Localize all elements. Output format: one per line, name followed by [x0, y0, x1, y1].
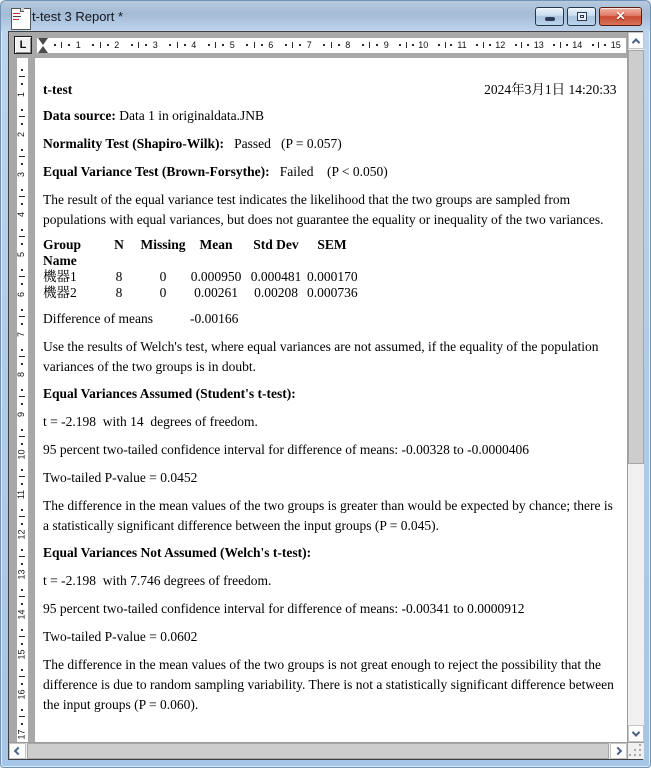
vruler-unit: 6 [17, 264, 28, 304]
hruler-unit: 14 [549, 38, 588, 53]
vruler-unit: 7 [17, 304, 28, 344]
vertical-scrollbar[interactable] [627, 32, 644, 742]
vruler-unit: 13 [17, 544, 28, 584]
table-cell: 8 [115, 285, 123, 300]
vruler-unit: 1 [17, 64, 28, 104]
student-p-line: Two-tailed P-value = 0.0452 [43, 470, 198, 485]
horizontal-scroll-thumb[interactable] [27, 743, 609, 759]
scroll-down-button[interactable] [628, 725, 644, 742]
hruler-unit: 9 [356, 38, 395, 53]
vruler-unit: 15 [17, 624, 28, 664]
vruler-unit: 4 [17, 184, 28, 224]
equal-variance-test-line: Equal Variance Test (Brown-Forsythe): Failed (P < 0.050) [43, 164, 388, 179]
restore-button[interactable] [567, 7, 596, 26]
vruler-unit: 11 [17, 464, 28, 504]
table-header-cell: Group Name [43, 237, 82, 268]
restore-icon [577, 12, 587, 21]
chevron-right-icon [614, 747, 622, 755]
table-cell: 0.000736 [307, 285, 358, 300]
normality-test-line: Normality Test (Shapiro-Wilk): Passed (P = 0.057) [43, 136, 342, 151]
chevron-down-icon [631, 728, 639, 736]
variance-note: The result of the equal variance test indicates the likelihood that the two groups are sampled from populations with equal variances, but does not guarantee the equality or inequality of the two variances. [43, 192, 604, 227]
welch-p-line: Two-tailed P-value = 0.0602 [43, 629, 198, 644]
report-title: t-test [43, 82, 73, 97]
vertical-ruler-gutter [9, 58, 35, 742]
hruler-unit: 13 [510, 38, 549, 53]
hruler-unit: 1 [48, 38, 87, 53]
table-header-cell: Std Dev [253, 237, 299, 252]
hruler-unit: 5 [202, 38, 241, 53]
report-page[interactable] [35, 58, 627, 742]
vruler-unit: 10 [17, 424, 28, 464]
stats-table [43, 237, 617, 301]
table-header-cell: N [114, 237, 124, 252]
table-cell: 0.00261 [194, 285, 238, 300]
horizontal-ruler[interactable] [37, 38, 626, 53]
horizontal-scrollbar[interactable] [9, 742, 627, 759]
minimize-button[interactable] [535, 7, 564, 26]
vruler-unit: 17 [17, 704, 28, 742]
table-cell: 8 [115, 269, 123, 284]
vruler-unit: 12 [17, 504, 28, 544]
data-source-line: Data source: Data 1 in originaldata.JNB [43, 108, 264, 123]
vruler-unit: 3 [17, 144, 28, 184]
scroll-right-button[interactable] [610, 743, 627, 759]
welch-heading: Equal Variances Not Assumed (Welch's t-test): [43, 545, 312, 560]
welch-conclusion: The difference in the mean values of the two groups is not great enough to reject the possibility that the difference is due to random sampling variability. There is not a statistically significant difference between the input groups (P = 0.060). [43, 657, 618, 712]
table-header-cell: SEM [317, 237, 347, 252]
hruler-unit: 6 [241, 38, 280, 53]
hruler-unit: 10 [395, 38, 434, 53]
vertical-scroll-thumb[interactable] [628, 50, 644, 464]
table-cell: 0.000481 [250, 269, 302, 284]
stats-table-header [43, 237, 617, 269]
close-icon: ✕ [615, 9, 626, 23]
difference-of-means-line: Difference of means -0.00166 [43, 311, 239, 326]
table-cell: 0.00208 [254, 285, 298, 300]
chevron-up-icon [631, 38, 639, 46]
ruler-row [9, 32, 627, 58]
hruler-unit: 7 [279, 38, 318, 53]
window-title: t-test 3 Report * [32, 8, 124, 24]
student-conclusion: The difference in the mean values of the two groups is greater than would be expected by chance; there is a statistically significant difference between the input groups (P = 0.045). [43, 498, 617, 533]
table-cell: 機器2 [43, 285, 77, 300]
table-row [43, 285, 617, 301]
indent-marker-icon[interactable] [38, 38, 48, 53]
report-timestamp: 2024年3月1日 14:20:33 [484, 82, 617, 97]
tab-alignment-button[interactable]: L [14, 36, 32, 54]
table-cell: 0.000170 [307, 269, 358, 284]
hruler-unit: 4 [164, 38, 203, 53]
scroll-left-button[interactable] [9, 743, 26, 759]
vruler-unit: 5 [17, 224, 28, 264]
vertical-ruler[interactable] [17, 58, 28, 742]
student-heading: Equal Variances Assumed (Student's t-test): [43, 386, 296, 401]
hruler-unit: 2 [87, 38, 126, 53]
title-bar[interactable] [1, 1, 650, 31]
scroll-up-button[interactable] [628, 32, 644, 49]
content-row [9, 58, 627, 742]
table-cell: 0 [159, 285, 167, 300]
minimize-icon [545, 17, 555, 21]
vruler-unit: 2 [17, 104, 28, 144]
welch-ci-line: 95 percent two-tailed confidence interval for difference of means: -0.00341 to 0.0000912 [43, 601, 525, 616]
stats-table-body [43, 269, 617, 301]
table-header-cell: Missing [140, 237, 186, 252]
hruler-unit: 11 [433, 38, 472, 53]
table-cell: 機器1 [43, 269, 77, 284]
close-button[interactable] [599, 7, 642, 26]
student-t-line: t = -2.198 with 14 degrees of freedom. [43, 414, 258, 429]
student-ci-line: 95 percent two-tailed confidence interval for difference of means: -0.00328 to -0.0000406 [43, 442, 529, 457]
vruler-unit: 9 [17, 384, 28, 424]
chevron-left-icon [13, 747, 21, 755]
vruler-unit: 8 [17, 344, 28, 384]
hruler-unit: 3 [125, 38, 164, 53]
hruler-unit: 8 [318, 38, 357, 53]
hruler-unit: 15 [587, 38, 626, 53]
table-row [43, 269, 617, 285]
table-header-cell: Mean [199, 237, 233, 252]
welch-note: Use the results of Welch's test, where equal variances are not assumed, if the equality of the population variances of the two groups is in doubt. [43, 339, 602, 374]
vruler-unit: 16 [17, 664, 28, 704]
client-area [8, 31, 643, 760]
table-cell: 0 [159, 269, 167, 284]
horizontal-ruler-scale [48, 38, 626, 53]
table-cell: 0.000950 [190, 269, 242, 284]
welch-t-line: t = -2.198 with 7.746 degrees of freedom. [43, 573, 272, 588]
vruler-unit: 14 [17, 584, 28, 624]
report-document-icon [10, 8, 26, 24]
resize-grip[interactable] [627, 742, 644, 759]
hruler-unit: 12 [472, 38, 511, 53]
